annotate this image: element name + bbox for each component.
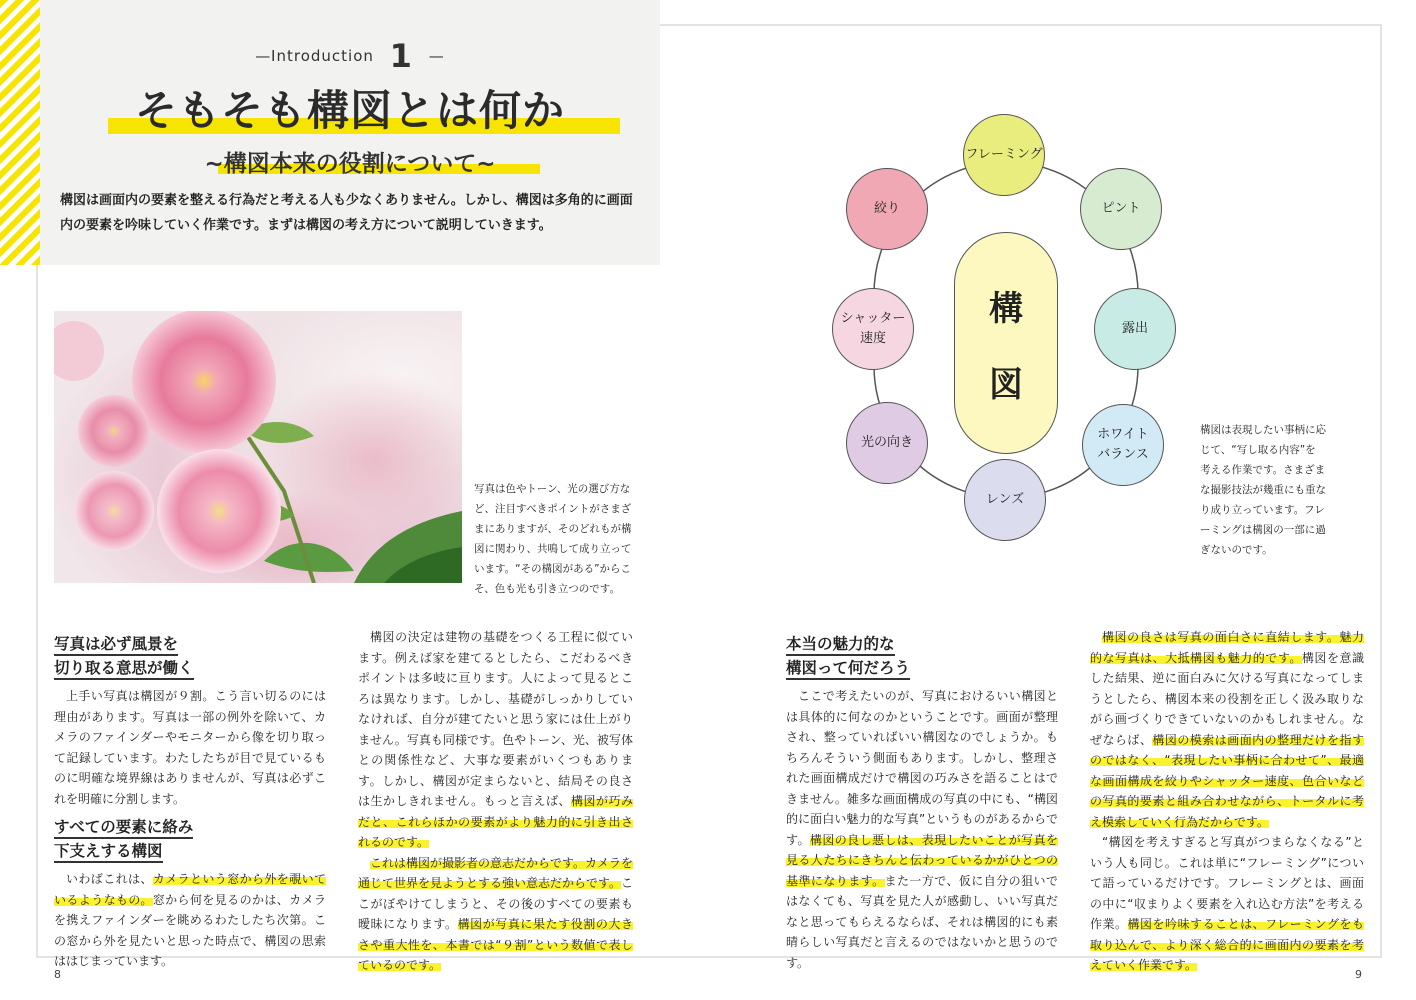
left-col2-para2: これは構図が撮影者の意志だからです。カメラを通じて世界を見ようとする強い意志だからです。ここがぼやけてしまうと、その後のすべての要素も曖昧になります。構図が写真に果たす役割の大きさや重大性を、本書では“９割”という数値で表しているのです。 — [358, 855, 633, 972]
right-column-2 — [1090, 627, 1364, 976]
page-subtitle: ~構図本来の役割について~ — [204, 151, 496, 177]
section-heading-3: 本当の魅力的な 構図って何だろう — [786, 632, 1058, 680]
intro-text: Introduction — [271, 47, 374, 65]
intro-label: — Introduction 1 — — [255, 37, 445, 75]
node-exposure: 露出 — [1094, 288, 1176, 370]
page-number-left: 8 — [54, 968, 61, 981]
right-column-1 — [786, 632, 1058, 973]
section-heading-1: 写真は必ず風景を 切り取る意思が働く — [54, 632, 326, 680]
page-number-right: 9 — [1355, 968, 1362, 981]
node-shutter-speed: シャッター 速度 — [832, 288, 914, 370]
right-col1-para: ここで考えたいのが、写真におけるいい構図とは具体的に何なのかということです。画面が整理され、整っていればいい構図なのでしょうか。もちろんそういう側面もあります。しかし、整理された画面構成だけで構図の巧みさを語ることはできません。雑多な画面構成の写真の中にも、“構図的に面白い魅力的な写真”というものがあるからです。構図の良し悪しは、表現したいことが写真を見る人たちにきちんと伝わっているかがひとつの基準になります。また一方で、仮に自分の狙いではなくても、写真を見た人が感動し、いい写真だなと思ってもらえるならば、それは構図的にも素晴らしい写真だと言えるのではないかと思うのです。 — [786, 689, 1058, 970]
composition-diagram — [826, 110, 1186, 550]
center-char-2: 図 — [989, 364, 1023, 405]
section-heading-2: すべての要素に絡み 下支えする構図 — [54, 815, 326, 863]
node-pinto: ピント — [1080, 168, 1162, 250]
rose-photo — [54, 311, 462, 583]
center-char-1: 構 — [989, 288, 1023, 329]
diagram-note: 構図は表現したい事柄に応じて、“写し取る内容”を考える作業です。さまざまな撮影技法が幾重にも重なり成り立っています。フレーミングは構図の一部に過ぎないのです。 — [1200, 424, 1326, 556]
node-aperture: 絞り — [846, 168, 928, 250]
left-column-1 — [54, 632, 326, 972]
rose-illustration — [54, 311, 462, 583]
yellow-stripe-decoration — [0, 0, 40, 265]
lead-text: 構図は画面内の要素を整える行為だと考える人も少なくありません。しかし、構図は多角的に画面内の要素を吟味していく作業です。まずは構図の考え方について説明していきます。 — [60, 193, 633, 233]
node-light-direction: 光の向き — [846, 402, 928, 484]
photo-caption: 写真は色やトーン、光の選び方など、注目すべきポイントがさまざまにありますが、そのどれもが構図に関わり、共鳴して成り立っています。“その構図がある”からこそ、色も光も引き立つのです。 — [474, 483, 632, 595]
page-title: そもそも構図とは何か — [134, 86, 565, 135]
node-framing: フレーミング — [963, 114, 1045, 196]
left-col1-para2: いわばこれは、カメラという窓から外を覗いているようなもの。窓から何を見るのかは、カメラを携えファインダーを眺めるわたしたち次第。この窓から外を見たいと思った時点で、構図の思索ははじまっています。 — [54, 872, 326, 968]
intro-number: 1 — [389, 37, 413, 75]
node-white-balance: ホワイト バランス — [1082, 404, 1164, 486]
left-col2-para1: 構図の決定は建物の基礎をつくる工程に似ています。例えば家を建てるとしたら、こだわるべきポイントは多岐に亘ります。人によって見るところは異なります。しかし、基礎がしっかりしていなければ、自分が建てたいと思う家には仕上がりません。写真も同様です。色やトーン、光、被写体との関係性など、大事な要素がいくつもあります。しかし、構図が定まらないと、結局その良さは生かしきれません。もっと言えば、構図が巧みだと、これらほかの要素がより魅力的に引き出されるのです。 — [358, 630, 633, 849]
right-col2-para1: 構図の良さは写真の面白さに直結します。魅力的な写真は、大抵構図も魅力的です。構図を意識した結果、逆に面白みに欠ける写真になってしまうとしたら、構図本来の役割を正しく汲み取りながら画づくりできていないのかもしれません。なぜならば、構図の模索は画面内の整理だけを指すのではなく、“表現したい事柄に合わせて”、最適な画面構成を絞りやシャッター速度、色合いなどの写真的要素と組み合わせながら、トータルに考え模索していく行為だからです。 — [1090, 630, 1364, 829]
left-column-2 — [358, 627, 633, 976]
node-lens: レンズ — [964, 459, 1046, 541]
right-col2-para2: “構図を考えすぎると写真がつまらなくなる”という人も同じ。これは単に“フレーミング”について語っているだけです。フレーミングとは、画面の中に“収まりよく要素を入れ込む方法”を考える作業。構図を吟味することは、フレーミングをも取り込んで、より深く総合的に画面内の要素を考えていく作業です。 — [1090, 835, 1364, 972]
center-pill — [954, 232, 1058, 454]
header-panel — [40, 0, 660, 265]
left-col1-para1: 上手い写真は構図が９割。こう言い切るのには理由があります。写真は一部の例外を除いて、カメラのファインダーやモニターから像を切り取って記録しています。わたしたちが目で見ているものに明確な境界線はありませんが、写真は必ずこれを明確に分割します。 — [54, 689, 326, 806]
